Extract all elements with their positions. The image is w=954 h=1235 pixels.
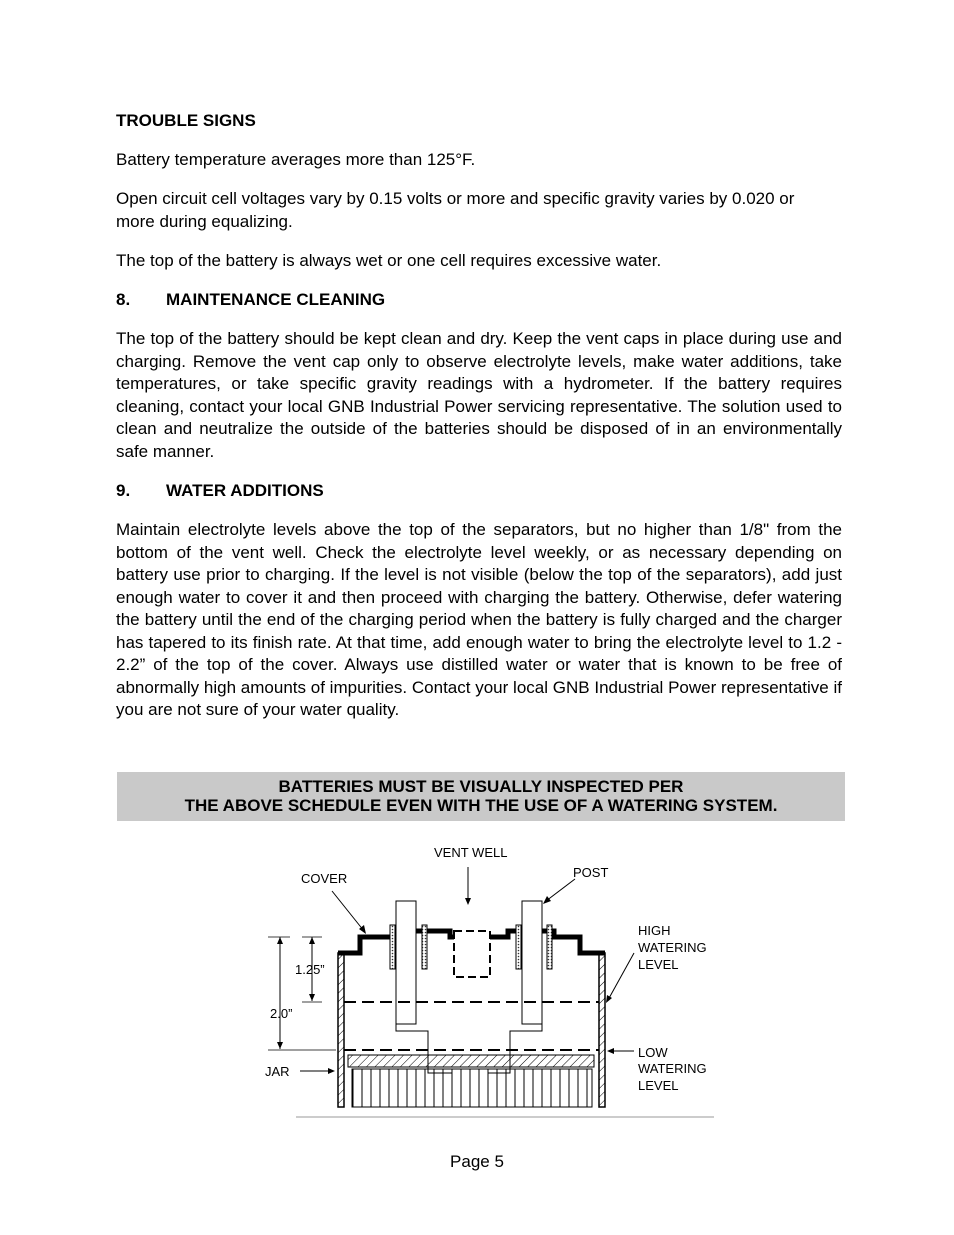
cover-label: COVER xyxy=(301,871,348,886)
left-post xyxy=(396,901,416,1024)
inspection-warning-banner xyxy=(117,772,845,821)
water-additions-body: Maintain electrolyte levels above the top of the separators, but no higher than 1/8" from the bottom of the vent well. Check the electrolyte level weekly, or as necessary depending on battery use prior to charging. If the level is not visible (below the top of the separators), add just enough water to cover it and then proceed with charging the battery. Otherwise, defer watering the battery until the end of the charging period when the battery is fully charged and the charger has tapered to its finish rate. At that time, add enough water to bring the electrolyte level to 1.2 - 2.2” of the top of the cover. Always use distilled water or water that is known to be free of abnormally high amounts of impurities. Contact your local GNB Industrial Power representative if you are not sure of your water quality. xyxy=(116,520,842,719)
vent-well xyxy=(454,931,490,977)
battery-cell-diagram xyxy=(250,835,730,1135)
jar-right-wall xyxy=(599,953,605,1107)
post-seal xyxy=(516,925,521,969)
vent-well-label: VENT WELL xyxy=(434,845,508,860)
jar-label: JAR xyxy=(265,1064,290,1079)
section-number: 9. xyxy=(116,481,131,500)
post-seal xyxy=(547,925,552,969)
high-watering-level-label-3: LEVEL xyxy=(638,957,679,972)
high-watering-level-label-2: WATERING xyxy=(638,940,707,955)
trouble-sign-voltage: Open circuit cell voltages vary by 0.15 volts or more and specific gravity varies by 0.020 or more during equalizing. xyxy=(116,189,795,231)
page-number: Page 5 xyxy=(450,1152,504,1171)
trouble-sign-temperature: Battery temperature averages more than 125°F. xyxy=(116,150,476,169)
high-watering-level-label-1: HIGH xyxy=(638,923,671,938)
post-label: POST xyxy=(573,865,609,880)
maintenance-cleaning-heading xyxy=(116,289,385,311)
dimension-20-label: 2.0” xyxy=(270,1006,293,1021)
dimension-125-label: 1.25” xyxy=(295,962,325,977)
right-post xyxy=(522,901,542,1024)
low-watering-level-label-1: LOW xyxy=(638,1045,668,1060)
post-seal xyxy=(422,925,427,969)
maintenance-cleaning-body: The top of the battery should be kept clean and dry. Keep the vent caps in place during use and charging. Remove the vent cap only to observe electrolyte levels, make water additions, take temperatures, or take specific gravity readings with a hydrometer. If the battery requires cleaning, contact your local GNB Industrial Power servicing representative. The solution used to clean and neutralize the outside of the batteries should be disposed of in an environmentally safe manner. xyxy=(116,329,842,461)
section-title: WATER ADDITIONS xyxy=(166,481,324,500)
water-additions-heading xyxy=(116,480,324,502)
section-number: 8. xyxy=(116,290,131,309)
plate-block xyxy=(352,1069,592,1107)
low-watering-level-label-3: LEVEL xyxy=(638,1078,679,1093)
trouble-sign-wet-top: The top of the battery is always wet or one cell requires excessive water. xyxy=(116,251,662,270)
banner-line-1: BATTERIES MUST BE VISUALLY INSPECTED PER xyxy=(278,777,684,796)
separator-top xyxy=(348,1055,594,1067)
banner-line-2: THE ABOVE SCHEDULE EVEN WITH THE USE OF A WATERING SYSTEM. xyxy=(184,796,778,815)
low-watering-level-label-2: WATERING xyxy=(638,1061,707,1076)
section-title: MAINTENANCE CLEANING xyxy=(166,290,386,309)
post-seal xyxy=(390,925,395,969)
trouble-signs-heading: TROUBLE SIGNS xyxy=(116,111,256,130)
jar-left-wall xyxy=(338,953,344,1107)
